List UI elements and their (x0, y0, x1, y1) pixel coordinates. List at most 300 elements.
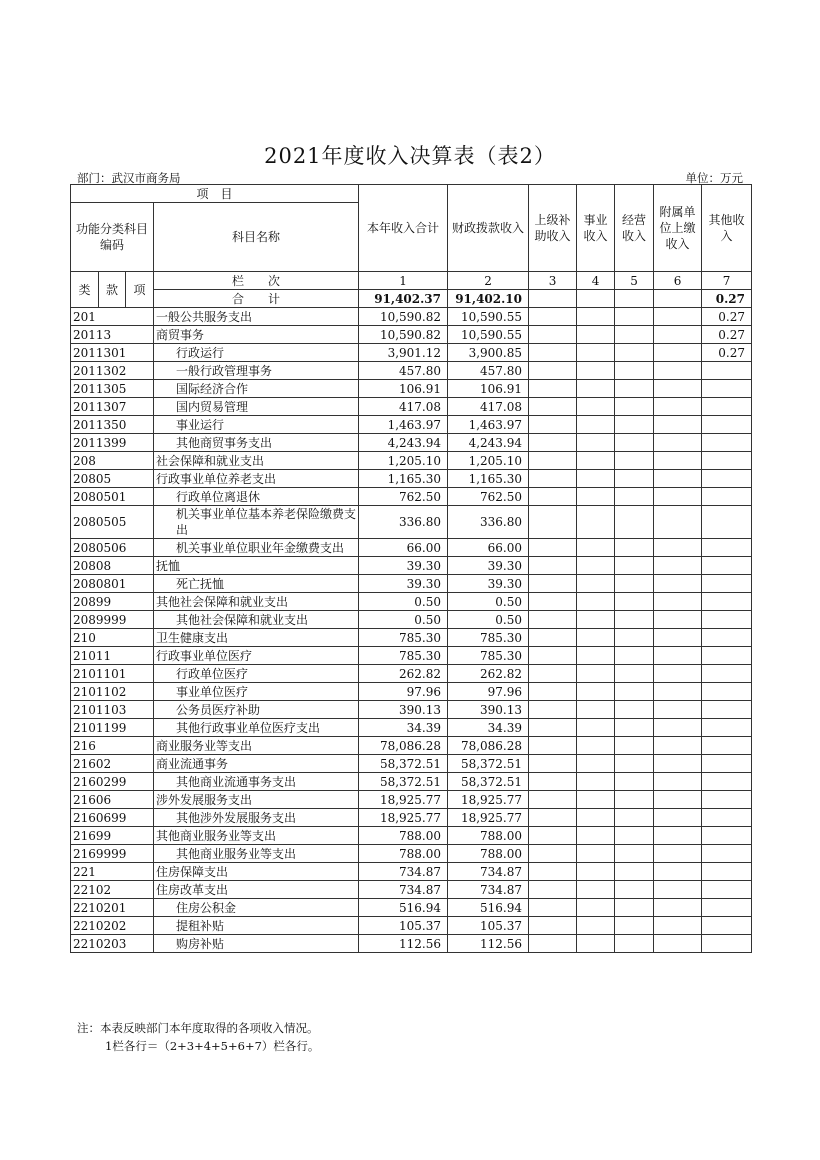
header-col3: 上级补助收入 (529, 185, 577, 272)
row-c3 (529, 575, 577, 593)
table-row (71, 827, 752, 845)
col-num-7: 7 (702, 272, 752, 290)
row-name: 社会保障和就业支出 (154, 452, 359, 470)
table-row (71, 701, 752, 719)
header-col4: 事业收入 (577, 185, 615, 272)
row-c4 (577, 809, 615, 827)
row-c6 (654, 899, 702, 917)
row-c3 (529, 557, 577, 575)
header-xiangmu: 项 目 (71, 185, 359, 203)
row-c6 (654, 575, 702, 593)
row-c6 (654, 881, 702, 899)
row-c7 (702, 683, 752, 701)
row-c5 (615, 398, 654, 416)
table-row (71, 434, 752, 452)
total-c2: 91,402.10 (448, 290, 529, 308)
row-c3 (529, 935, 577, 953)
row-c5 (615, 773, 654, 791)
row-c7 (702, 935, 752, 953)
col-num-6: 6 (654, 272, 702, 290)
row-c7 (702, 899, 752, 917)
row-code: 2210203 (71, 935, 154, 953)
row-c7 (702, 863, 752, 881)
table-row (71, 362, 752, 380)
row-c7 (702, 737, 752, 755)
row-c5 (615, 575, 654, 593)
row-c1: 785.30 (359, 629, 448, 647)
row-c5 (615, 701, 654, 719)
col-num-3: 3 (529, 272, 577, 290)
note-line-2: 1栏各行＝（2+3+4+5+6+7）栏各行。 (105, 1039, 320, 1053)
row-name: 机关事业单位职业年金缴费支出 (154, 539, 359, 557)
row-c3 (529, 755, 577, 773)
header-subject-name: 科目名称 (154, 203, 359, 272)
row-code: 2169999 (71, 845, 154, 863)
row-c4 (577, 755, 615, 773)
row-code: 2011350 (71, 416, 154, 434)
table-row (71, 344, 752, 362)
table-row (71, 470, 752, 488)
unit-label: 单位：万元 (685, 171, 743, 185)
row-c3 (529, 539, 577, 557)
row-name: 其他社会保障和就业支出 (154, 593, 359, 611)
row-c6 (654, 773, 702, 791)
row-c6 (654, 380, 702, 398)
row-c1: 762.50 (359, 488, 448, 506)
row-c7 (702, 434, 752, 452)
row-c1: 58,372.51 (359, 773, 448, 791)
row-c2: 39.30 (448, 557, 529, 575)
row-code: 2080505 (71, 506, 154, 539)
row-code: 210 (71, 629, 154, 647)
row-c5 (615, 899, 654, 917)
row-code: 2210202 (71, 917, 154, 935)
row-c3 (529, 899, 577, 917)
row-c6 (654, 434, 702, 452)
row-c7 (702, 773, 752, 791)
row-code: 208 (71, 452, 154, 470)
row-c6 (654, 488, 702, 506)
row-c7 (702, 557, 752, 575)
row-c5 (615, 593, 654, 611)
row-c5 (615, 845, 654, 863)
table-row (71, 773, 752, 791)
row-c5 (615, 665, 654, 683)
row-name: 商业服务业等支出 (154, 737, 359, 755)
row-code: 221 (71, 863, 154, 881)
row-name: 行政单位离退休 (154, 488, 359, 506)
row-c7 (702, 809, 752, 827)
row-code: 2011302 (71, 362, 154, 380)
row-c7: 0.27 (702, 326, 752, 344)
row-c2: 105.37 (448, 917, 529, 935)
table-row (71, 308, 752, 326)
row-code: 2101199 (71, 719, 154, 737)
row-name: 住房公积金 (154, 899, 359, 917)
row-name: 涉外发展服务支出 (154, 791, 359, 809)
row-name: 购房补贴 (154, 935, 359, 953)
row-c6 (654, 326, 702, 344)
table-row (71, 683, 752, 701)
row-c6 (654, 362, 702, 380)
row-c3 (529, 398, 577, 416)
row-name: 国际经济合作 (154, 380, 359, 398)
header-lei: 类 (71, 272, 99, 308)
row-name: 国内贸易管理 (154, 398, 359, 416)
row-c2: 3,900.85 (448, 344, 529, 362)
row-c2: 10,590.55 (448, 308, 529, 326)
table-row (71, 647, 752, 665)
row-c1: 105.37 (359, 917, 448, 935)
row-c7 (702, 575, 752, 593)
row-c5 (615, 434, 654, 452)
row-c3 (529, 881, 577, 899)
row-c5 (615, 917, 654, 935)
row-c4 (577, 539, 615, 557)
row-c2: 58,372.51 (448, 773, 529, 791)
row-name: 死亡抚恤 (154, 575, 359, 593)
row-c4 (577, 719, 615, 737)
row-c7 (702, 791, 752, 809)
table-row (71, 737, 752, 755)
row-c4 (577, 899, 615, 917)
row-c2: 788.00 (448, 827, 529, 845)
row-c3 (529, 827, 577, 845)
row-c6 (654, 647, 702, 665)
row-c1: 18,925.77 (359, 809, 448, 827)
row-name: 卫生健康支出 (154, 629, 359, 647)
row-c1: 788.00 (359, 827, 448, 845)
row-c1: 788.00 (359, 845, 448, 863)
row-c1: 10,590.82 (359, 308, 448, 326)
row-c4 (577, 773, 615, 791)
row-c2: 262.82 (448, 665, 529, 683)
row-c5 (615, 308, 654, 326)
header-row-1 (71, 185, 752, 203)
row-name: 行政运行 (154, 344, 359, 362)
row-c6 (654, 557, 702, 575)
row-c6 (654, 665, 702, 683)
header-col5: 经营收入 (615, 185, 654, 272)
row-c7 (702, 452, 752, 470)
row-name: 行政事业单位养老支出 (154, 470, 359, 488)
row-c4 (577, 737, 615, 755)
row-c4 (577, 575, 615, 593)
row-code: 2080501 (71, 488, 154, 506)
row-c2: 10,590.55 (448, 326, 529, 344)
table-row (71, 881, 752, 899)
row-c5 (615, 611, 654, 629)
row-code: 21602 (71, 755, 154, 773)
row-c6 (654, 935, 702, 953)
row-c6 (654, 452, 702, 470)
row-c2: 34.39 (448, 719, 529, 737)
table-row (71, 791, 752, 809)
row-c5 (615, 452, 654, 470)
department-label: 部门：武汉市商务局 (77, 171, 181, 185)
row-c1: 3,901.12 (359, 344, 448, 362)
col-num-1: 1 (359, 272, 448, 290)
header-lanci: 栏 次 (154, 272, 359, 290)
row-c1: 106.91 (359, 380, 448, 398)
total-row (71, 290, 752, 308)
row-c3 (529, 647, 577, 665)
header-col6: 附属单位上缴收入 (654, 185, 702, 272)
row-c7 (702, 539, 752, 557)
row-c7 (702, 593, 752, 611)
row-c3 (529, 452, 577, 470)
header-col1: 本年收入合计 (359, 185, 448, 272)
row-c2: 58,372.51 (448, 755, 529, 773)
row-c2: 788.00 (448, 845, 529, 863)
row-c5 (615, 380, 654, 398)
table-row (71, 488, 752, 506)
row-c2: 336.80 (448, 506, 529, 539)
row-name: 事业单位医疗 (154, 683, 359, 701)
row-c3 (529, 416, 577, 434)
total-label: 合 计 (154, 290, 359, 308)
row-c3 (529, 326, 577, 344)
table-row (71, 398, 752, 416)
row-c5 (615, 416, 654, 434)
row-name: 抚恤 (154, 557, 359, 575)
row-c6 (654, 593, 702, 611)
row-name: 住房改革支出 (154, 881, 359, 899)
row-code: 22102 (71, 881, 154, 899)
row-name: 其他涉外发展服务支出 (154, 809, 359, 827)
row-c7 (702, 611, 752, 629)
row-c7 (702, 845, 752, 863)
row-c4 (577, 416, 615, 434)
row-c4 (577, 470, 615, 488)
row-c6 (654, 863, 702, 881)
row-c4 (577, 683, 615, 701)
table-row (71, 593, 752, 611)
row-c5 (615, 791, 654, 809)
row-name: 一般公共服务支出 (154, 308, 359, 326)
row-c1: 0.50 (359, 611, 448, 629)
row-c1: 39.30 (359, 557, 448, 575)
row-c5 (615, 470, 654, 488)
row-c1: 78,086.28 (359, 737, 448, 755)
row-c6 (654, 791, 702, 809)
row-c2: 39.30 (448, 575, 529, 593)
table-row (71, 863, 752, 881)
row-c6 (654, 917, 702, 935)
row-c7 (702, 755, 752, 773)
row-c3 (529, 362, 577, 380)
row-c5 (615, 809, 654, 827)
row-code: 21011 (71, 647, 154, 665)
row-c7 (702, 827, 752, 845)
row-c2: 106.91 (448, 380, 529, 398)
header-col7: 其他收入 (702, 185, 752, 272)
row-c3 (529, 683, 577, 701)
row-c4 (577, 506, 615, 539)
row-c4 (577, 398, 615, 416)
row-code: 2080801 (71, 575, 154, 593)
row-c7 (702, 506, 752, 539)
row-name: 提租补贴 (154, 917, 359, 935)
table-row (71, 575, 752, 593)
row-code: 2011301 (71, 344, 154, 362)
col-num-2: 2 (448, 272, 529, 290)
row-c5 (615, 488, 654, 506)
row-c3 (529, 308, 577, 326)
row-c5 (615, 557, 654, 575)
row-code: 21699 (71, 827, 154, 845)
row-c3 (529, 845, 577, 863)
table-row (71, 935, 752, 953)
row-c7 (702, 398, 752, 416)
row-c4 (577, 845, 615, 863)
row-name: 行政单位医疗 (154, 665, 359, 683)
table-row (71, 845, 752, 863)
row-c7 (702, 917, 752, 935)
row-c7 (702, 470, 752, 488)
row-c1: 112.56 (359, 935, 448, 953)
row-c5 (615, 881, 654, 899)
row-name: 其他商业流通事务支出 (154, 773, 359, 791)
row-c3 (529, 593, 577, 611)
row-c1: 734.87 (359, 863, 448, 881)
row-c1: 262.82 (359, 665, 448, 683)
row-c3 (529, 665, 577, 683)
note-line-1: 注：本表反映部门本年度取得的各项收入情况。 (77, 1021, 319, 1035)
row-c7: 0.27 (702, 344, 752, 362)
row-name: 机关事业单位基本养老保险缴费支出 (154, 506, 359, 539)
total-c1: 91,402.37 (359, 290, 448, 308)
row-code: 2089999 (71, 611, 154, 629)
row-c1: 4,243.94 (359, 434, 448, 452)
row-c1: 97.96 (359, 683, 448, 701)
row-c6 (654, 398, 702, 416)
row-c6 (654, 827, 702, 845)
header-col2: 财政拨款收入 (448, 185, 529, 272)
row-c5 (615, 539, 654, 557)
row-c3 (529, 344, 577, 362)
row-c6 (654, 683, 702, 701)
row-c1: 18,925.77 (359, 791, 448, 809)
row-c6 (654, 755, 702, 773)
table-row (71, 899, 752, 917)
row-c6 (654, 611, 702, 629)
row-code: 2011307 (71, 398, 154, 416)
row-name: 一般行政管理事务 (154, 362, 359, 380)
row-c1: 516.94 (359, 899, 448, 917)
table-row (71, 506, 752, 539)
row-c5 (615, 326, 654, 344)
row-c5 (615, 863, 654, 881)
row-code: 2101103 (71, 701, 154, 719)
row-name: 事业运行 (154, 416, 359, 434)
row-c6 (654, 701, 702, 719)
table-row (71, 539, 752, 557)
row-code: 2160299 (71, 773, 154, 791)
row-name: 其他商业服务业等支出 (154, 845, 359, 863)
row-c3 (529, 470, 577, 488)
row-c4 (577, 881, 615, 899)
row-c4 (577, 629, 615, 647)
header-kuan: 款 (99, 272, 126, 308)
row-c3 (529, 809, 577, 827)
row-c3 (529, 434, 577, 452)
row-c4 (577, 308, 615, 326)
row-c5 (615, 647, 654, 665)
row-code: 20805 (71, 470, 154, 488)
table-row (71, 326, 752, 344)
row-c7 (702, 416, 752, 434)
row-c3 (529, 611, 577, 629)
row-c5 (615, 737, 654, 755)
row-c7 (702, 380, 752, 398)
row-c4 (577, 611, 615, 629)
row-c6 (654, 845, 702, 863)
row-c2: 762.50 (448, 488, 529, 506)
row-c2: 390.13 (448, 701, 529, 719)
row-code: 20808 (71, 557, 154, 575)
row-c5 (615, 935, 654, 953)
row-code: 20113 (71, 326, 154, 344)
table-row (71, 452, 752, 470)
row-c1: 390.13 (359, 701, 448, 719)
header-row-lanci (71, 272, 752, 290)
row-c1: 39.30 (359, 575, 448, 593)
row-c7 (702, 701, 752, 719)
row-c4 (577, 791, 615, 809)
row-c6 (654, 470, 702, 488)
row-c3 (529, 488, 577, 506)
row-c7 (702, 362, 752, 380)
row-c3 (529, 629, 577, 647)
row-c3 (529, 917, 577, 935)
row-c1: 1,165.30 (359, 470, 448, 488)
row-c2: 0.50 (448, 611, 529, 629)
row-c2: 18,925.77 (448, 791, 529, 809)
row-c4 (577, 863, 615, 881)
row-c4 (577, 488, 615, 506)
row-c2: 97.96 (448, 683, 529, 701)
row-c4 (577, 326, 615, 344)
table-row (71, 557, 752, 575)
row-code: 21606 (71, 791, 154, 809)
row-name: 住房保障支出 (154, 863, 359, 881)
row-name: 商贸事务 (154, 326, 359, 344)
row-c2: 112.56 (448, 935, 529, 953)
row-c2: 0.50 (448, 593, 529, 611)
row-c5 (615, 344, 654, 362)
row-c6 (654, 629, 702, 647)
row-c4 (577, 434, 615, 452)
row-c4 (577, 380, 615, 398)
row-c1: 785.30 (359, 647, 448, 665)
row-c4 (577, 344, 615, 362)
row-c4 (577, 827, 615, 845)
row-c6 (654, 308, 702, 326)
header-xiang: 项 (126, 272, 154, 308)
table-row (71, 665, 752, 683)
row-c3 (529, 773, 577, 791)
table-row (71, 719, 752, 737)
page-title: 2021年度收入决算表（表2） (264, 144, 556, 168)
row-c1: 66.00 (359, 539, 448, 557)
table-row (71, 416, 752, 434)
row-c6 (654, 539, 702, 557)
row-c2: 1,165.30 (448, 470, 529, 488)
row-c7 (702, 881, 752, 899)
row-c1: 336.80 (359, 506, 448, 539)
row-name: 其他商贸事务支出 (154, 434, 359, 452)
